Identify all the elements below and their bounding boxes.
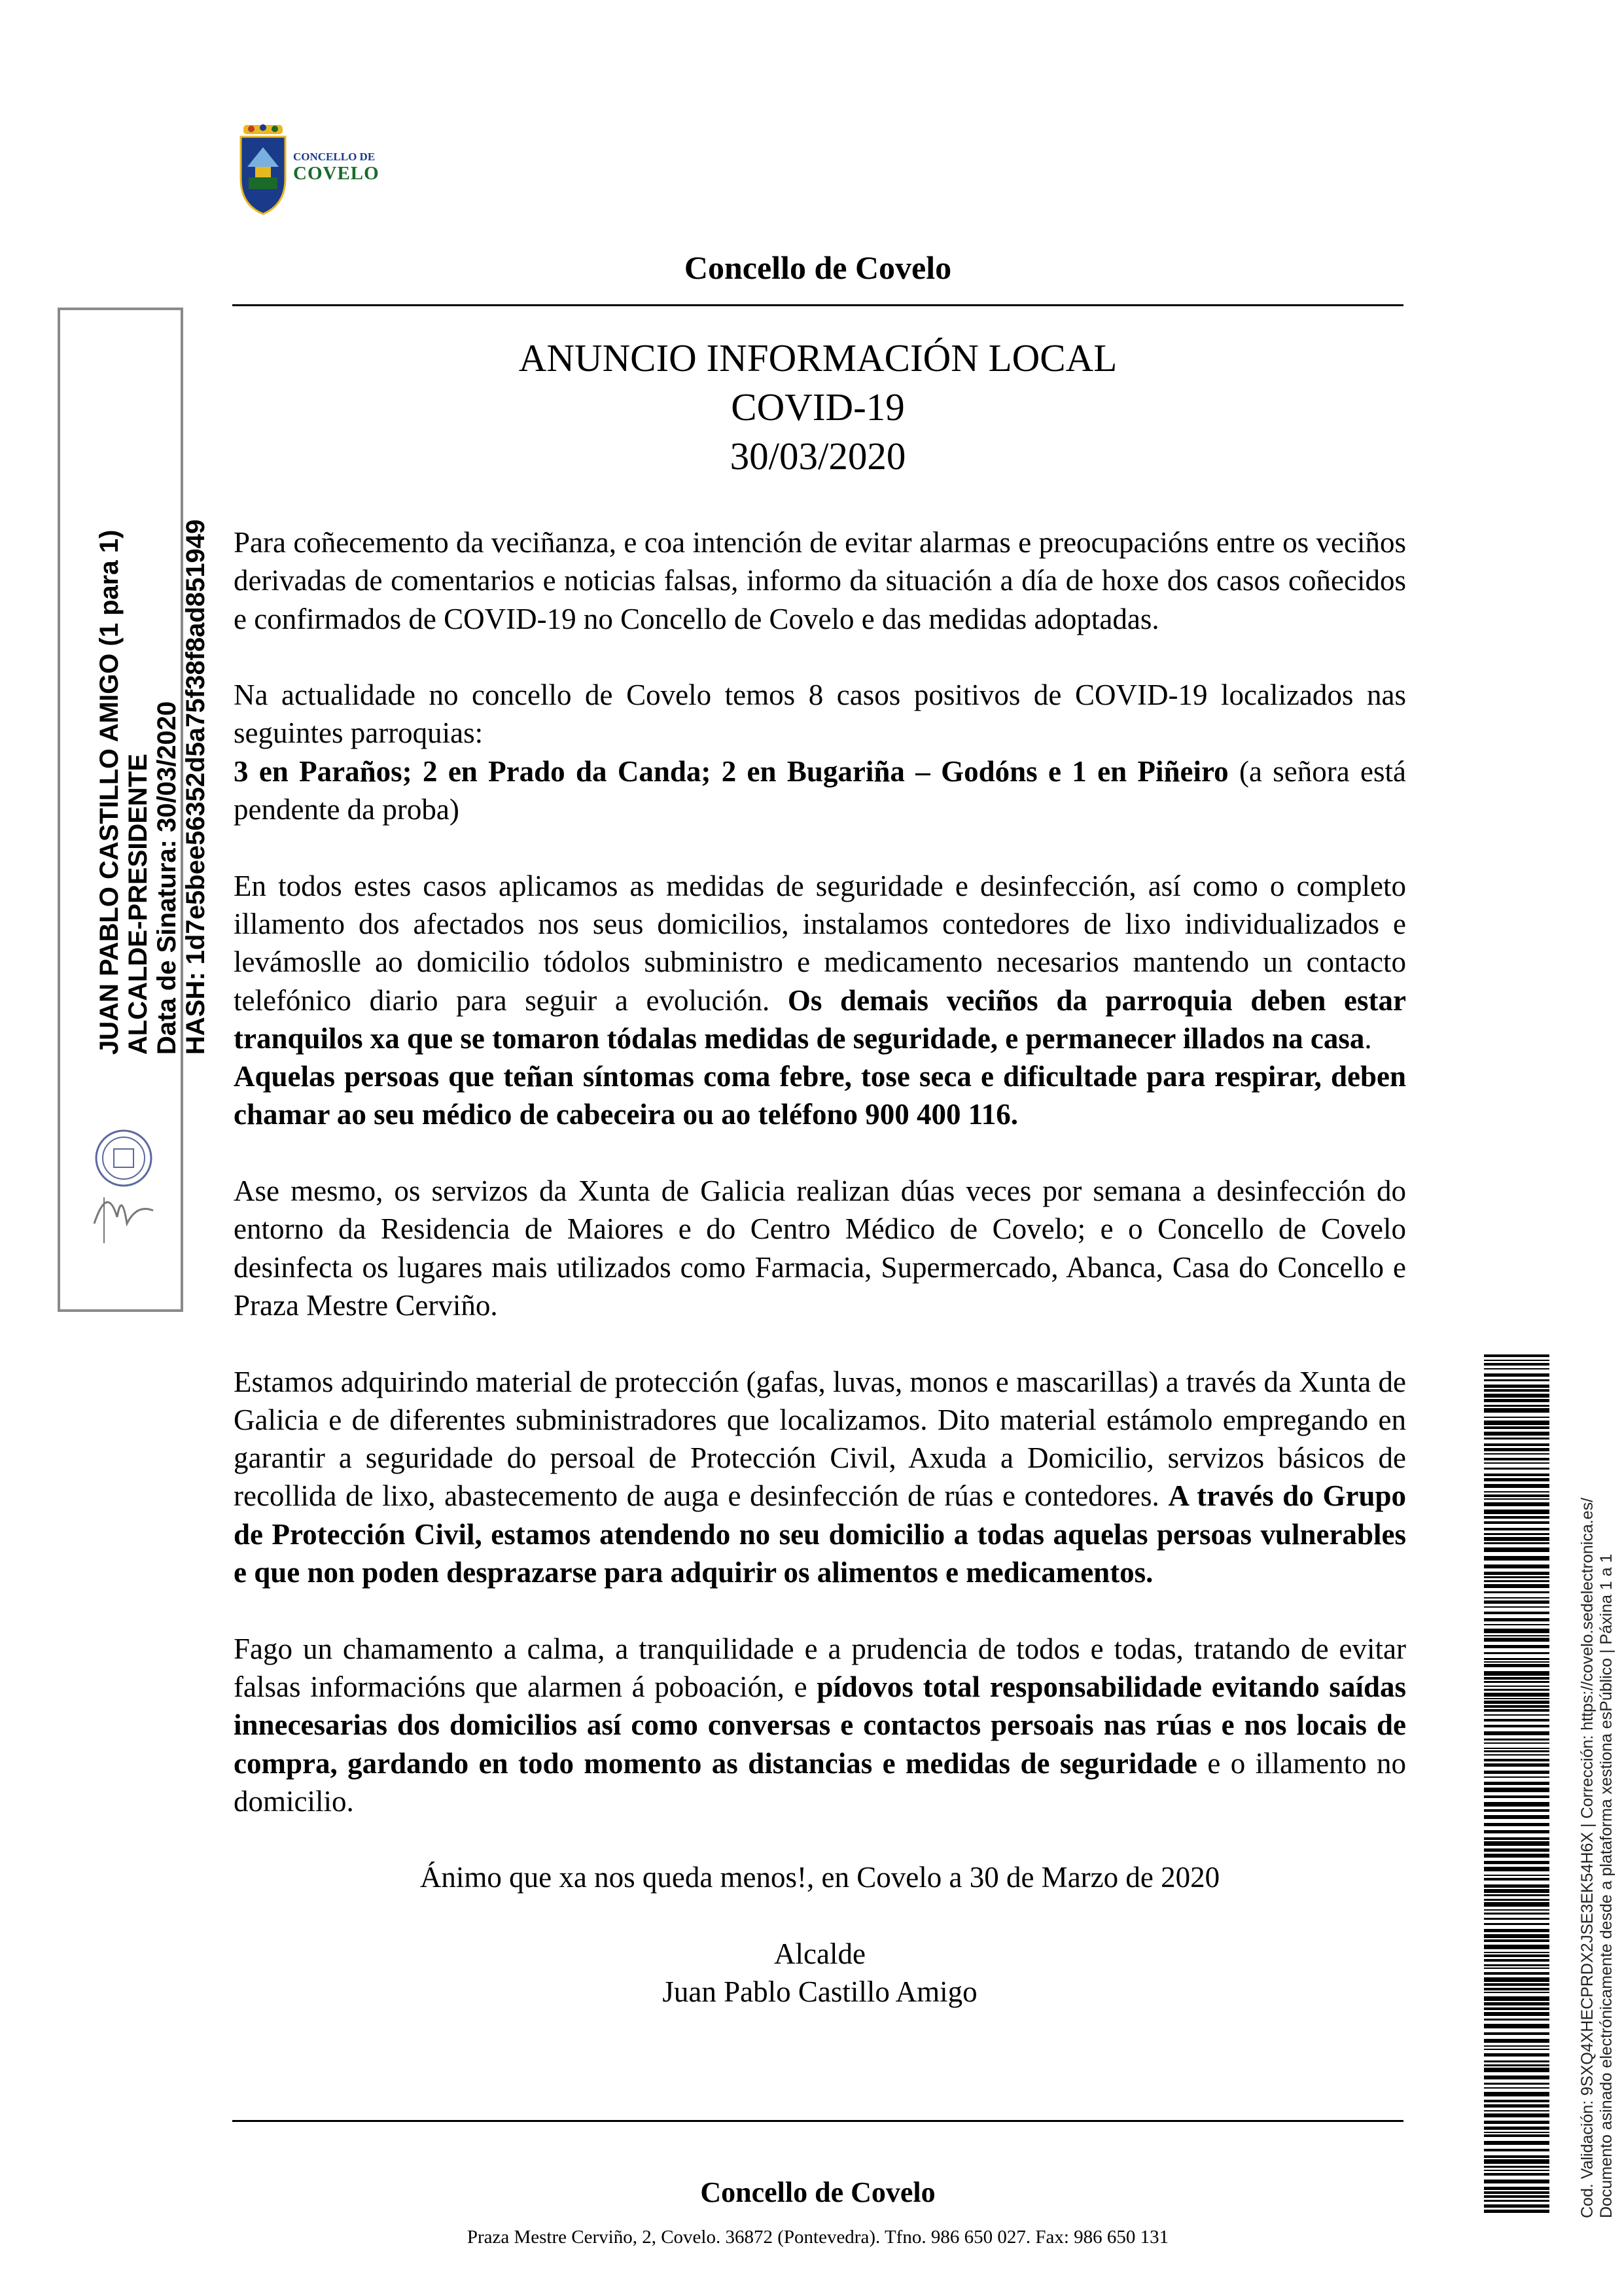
cases-text: Na actualidade no concello de Covelo temos 8 casos positivos de COVID-19 localizados nas seguintes parroquias: — [234, 679, 1406, 750]
appeal-bold: pídovos total responsabilidade evitando saídas innecesarias dos domicilios así como conversas e contactos persoais nas rúas e nos locais de compra, gardando en todo momento as distancias e medidas de seguridade — [234, 1670, 1406, 1780]
footer-address: Praza Mestre Cerviño, 2, Covelo. 36872 (Pontevedra). Tfno. 986 650 027. Fax: 986 650 131 — [467, 2227, 1169, 2248]
stamp-line-1: JUAN PABLO CASTILLO AMIGO (1 para 1) — [95, 529, 124, 1055]
paragraph-appeal — [234, 1630, 1406, 1820]
stamp-line-2: ALCALDE-PRESIDENTE — [124, 753, 152, 1055]
stamp-line-4: HASH: 1d7e5bee56352d5a75f38f8ad851949 — [181, 519, 210, 1055]
measures-text: En todos estes casos aplicamos as medidas de seguridade e desinfección, así como o completo illamento dos afectados nos seus domicilios, instalamos contedores de lixo individualizados e levámoslle ao domicilio tódolos subministro e medicamento necesarios mantendo un contacto telefónico diario para seguir a evolución. — [234, 869, 1406, 1017]
announcement-line-2: COVID-19 — [731, 385, 905, 429]
appeal-end: e o illamento no domicilio. — [234, 1746, 1406, 1818]
paragraph-cases — [234, 676, 1406, 828]
paragraph-disinfection: Ase mesmo, os servizos da Xunta de Galicia realizan dúas veces por semana a desinfección do entorno da Residencia de Maiores e do Centro Médico de Covelo; e o Concello de Covelo desinfecta os lugares mais utilizados como Farmacia, Supermercado, Abanca, Casa do Concello e Praza Mestre Cerviño. — [234, 1174, 1406, 1322]
announcement-heading — [232, 334, 1403, 481]
material-bold: A través do Grupo de Protección Civil, estamos atendendo no seu domicilio a todas aquelas persoas vulnerables e que non poden desprazarse para adquirir os alimentos e medicamentos. — [234, 1479, 1407, 1589]
paragraph-measures — [234, 867, 1406, 1057]
stamp-line-3: Data de Sinatura: 30/03/2020 — [152, 701, 181, 1055]
municipality-logo — [236, 121, 379, 219]
paragraph-material — [234, 1363, 1406, 1592]
paragraph-symptoms — [234, 1057, 1406, 1134]
barcode-icon — [1484, 1354, 1549, 2218]
announcement-line-3: 30/03/2020 — [730, 434, 906, 478]
validation-line-2: Documento asinado electrónicamente desde a plataforma xestiona esPúblico | Páxina 1 a 1 — [1597, 1553, 1615, 2218]
signer-name: Juan Pablo Castillo Amigo — [662, 1975, 978, 2009]
validation-footer — [1578, 1348, 1617, 2218]
measures-end: . — [1364, 1021, 1372, 1055]
symptoms-bold: Aquelas persoas que teñan síntomas coma febre, tose seca e dificultade para respirar, deben chamar ao seu médico de cabeceira ou ao teléfono 900 400 116. — [234, 1060, 1406, 1131]
seal-signature-icon — [81, 1125, 166, 1250]
header-divider — [232, 304, 1403, 306]
logo-line-2: COVELO — [293, 163, 379, 184]
appeal-text: Fago un chamamento a calma, a tranquilidade e a prudencia de todos e todas, tratando de evitar falsas informacións que alarmen á poboación, e — [234, 1632, 1406, 1703]
paragraph-intro: Para coñecemento da veciñanza, e coa intención de evitar alarmas e preocupacións entre os veciños derivadas de comentarios e noticias falsas, informo da situación a día de hoxe dos casos coñecidos e confirmados de COVID-19 no Concello de Covelo e das medidas adoptadas. — [234, 526, 1406, 635]
footer-title: Concello de Covelo — [700, 2176, 936, 2208]
announcement-line-1: ANUNCIO INFORMACIÓN LOCAL — [518, 336, 1118, 380]
coat-of-arms-icon — [236, 121, 294, 219]
signature-stamp-text — [95, 400, 216, 1055]
cases-parishes: 3 en Paraños; 2 en Prado da Canda; 2 en Bugariña – Godóns e 1 en Piñeiro — [234, 754, 1229, 788]
footer-divider — [232, 2120, 1403, 2122]
validation-line-1: Cod. Validación: 9SXQ4XHECPRDX2JSE3EK54H6X | Corrección: https://covelo.sedelectronica.es/ — [1578, 1497, 1596, 2218]
document-body — [234, 523, 1406, 2011]
closing-line: Ánimo que xa nos queda menos!, en Covelo a 30 de Marzo de 2020 — [419, 1861, 1220, 1894]
measures-bold: Os demais veciños da parroquia deben estar tranquilos xa que se tomaron tódalas medidas de seguridade, e permanecer illados na casa — [234, 983, 1406, 1055]
header-title: Concello de Covelo — [684, 249, 952, 286]
material-text: Estamos adquirindo material de protección (gafas, luvas, monos e mascarillas) a través da Xunta de Galicia e de diferentes subministradores que localizamos. Dito material estámolo empregando en garantir a seguridade do persoal de Protección Civil, Axuda a Domicilio, servizos básicos de recollida de lixo, abastecemento de auga e desinfección de rúas e contedores. — [234, 1365, 1406, 1513]
cases-note: (a señora está pendente da proba) — [234, 754, 1406, 826]
logo-line-1: CONCELLO DE — [293, 150, 376, 163]
signer-role: Alcalde — [774, 1937, 866, 1970]
